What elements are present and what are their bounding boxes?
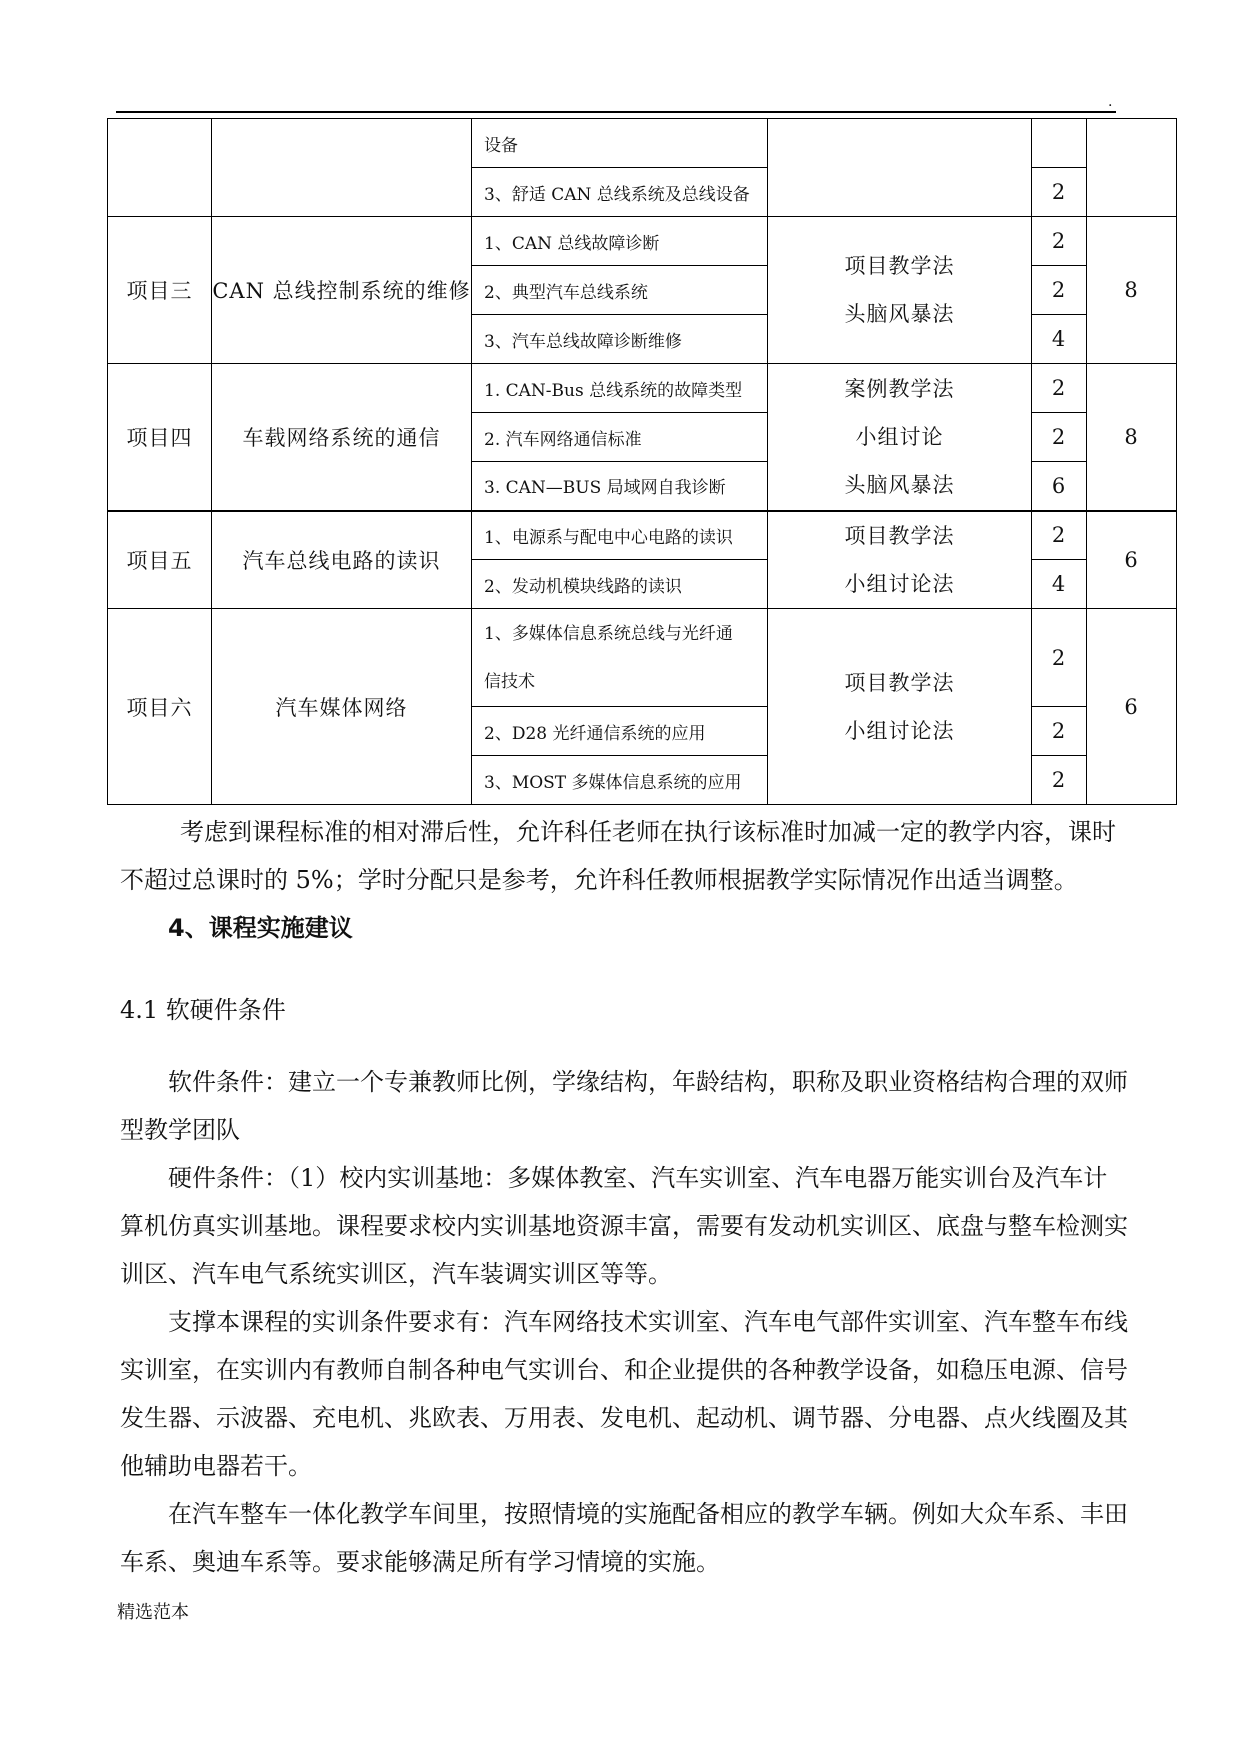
task-cell: 3、舒适 CAN 总线系统及总线设备 — [472, 168, 768, 217]
course-schedule-table — [107, 118, 1177, 805]
total-cell: 8 — [1087, 364, 1177, 511]
method-cell — [768, 511, 1032, 609]
task-cell: 3、MOST 多媒体信息系统的应用 — [472, 756, 768, 805]
project-cell: 项目六 — [108, 609, 212, 805]
support-text: 支撑本课程的实训条件要求有：汽车网络技术实训室、汽车电气部件实训室、汽车整车布线实训室，在实训内有教师自制各种电气实训台、和企业提供的各种教学设备，如稳压电源、信号发生器、示波器、充电机、兆欧表、万用表、发电机、起动机、调节器、分电器、点火线圈及其他辅助电器若干。 — [120, 1308, 1128, 1480]
hours-cell — [1032, 119, 1087, 168]
method-cell — [768, 609, 1032, 805]
hardware-text: 硬件条件：（1）校内实训基地：多媒体教室、汽车实训室、汽车电器万能实训台及汽车计算机仿真实训基地。课程要求校内实训基地资源丰富，需要有发动机实训区、底盘与整车检测实训区、汽车电气系统实训区，汽车装调实训区等等。 — [120, 1164, 1128, 1288]
header-mark: . — [1108, 94, 1113, 110]
hours-cell: 2 — [1032, 266, 1087, 315]
note-paragraph — [120, 808, 1130, 904]
project-title-cell: 汽车总线电路的读识 — [212, 511, 472, 609]
task-cell: 2. 汽车网络通信标准 — [472, 413, 768, 462]
task-cell: 2、典型汽车总线系统 — [472, 266, 768, 315]
task-cell: 设备 — [472, 119, 768, 168]
hours-cell: 2 — [1032, 511, 1087, 560]
project-cell: 项目四 — [108, 364, 212, 511]
method-line: 项目教学法 — [844, 523, 955, 548]
method-line: 头脑风暴法 — [844, 302, 955, 326]
task-cell — [472, 609, 768, 707]
task-cell: 2、D28 光纤通信系统的应用 — [472, 707, 768, 756]
table-row — [108, 364, 1177, 413]
task-cell: 3、汽车总线故障诊断维修 — [472, 315, 768, 364]
hours-cell: 2 — [1032, 707, 1087, 756]
vehicles-text: 在汽车整车一体化教学车间里，按照情境的实施配备相应的教学车辆。例如大众车系、丰田车系、奥迪车系等。要求能够满足所有学习情境的实施。 — [120, 1500, 1128, 1576]
software-text: 软件条件：建立一个专兼教师比例，学缘结构，年龄结构，职称及职业资格结构合理的双师型教学团队 — [120, 1068, 1128, 1144]
total-cell: 6 — [1087, 511, 1177, 609]
project-title-cell — [212, 119, 472, 217]
header-rule — [116, 111, 1116, 113]
total-cell: 6 — [1087, 609, 1177, 805]
method-line: 案例教学法 — [844, 376, 955, 401]
note-text: 考虑到课程标准的相对滞后性，允许科任老师在执行该标准时加减一定的教学内容，课时不超过总课时的 5%；学时分配只是参考，允许科任教师根据教学实际情况作出适当调整。 — [120, 818, 1116, 894]
total-cell — [1087, 119, 1177, 217]
hours-cell: 2 — [1032, 413, 1087, 462]
method-line: 项目教学法 — [844, 254, 955, 278]
total-cell: 8 — [1087, 217, 1177, 364]
hours-cell: 6 — [1032, 462, 1087, 511]
project-title-cell: 汽车媒体网络 — [212, 609, 472, 805]
project-cell: 项目三 — [108, 217, 212, 364]
hardware-paragraph — [120, 1154, 1130, 1298]
project-title-cell: 车载网络系统的通信 — [212, 364, 472, 511]
method-cell — [768, 119, 1032, 217]
task-line: 1、多媒体信息系统总线与光纤通 — [484, 623, 733, 644]
hours-cell: 2 — [1032, 609, 1087, 707]
table-row — [108, 511, 1177, 560]
project-title-cell: CAN 总线控制系统的维修 — [212, 217, 472, 364]
subsection-heading: 4.1 软硬件条件 — [120, 996, 286, 1024]
hours-cell: 4 — [1032, 560, 1087, 609]
project-cell: 项目五 — [108, 511, 212, 609]
task-cell: 3. CAN—BUS 局域网自我诊断 — [472, 462, 768, 511]
vehicles-paragraph — [120, 1490, 1130, 1586]
task-line: 信技术 — [484, 671, 535, 692]
hours-cell: 2 — [1032, 168, 1087, 217]
support-paragraph — [120, 1298, 1130, 1490]
task-cell: 2、发动机模块线路的读识 — [472, 560, 768, 609]
method-line: 小组讨论 — [855, 424, 944, 449]
section-heading: 4、课程实施建议 — [168, 914, 353, 942]
project-cell — [108, 119, 212, 217]
hours-cell: 2 — [1032, 364, 1087, 413]
method-line: 项目教学法 — [844, 670, 955, 695]
footer-label: 精选范本 — [117, 1602, 189, 1623]
task-cell: 1、CAN 总线故障诊断 — [472, 217, 768, 266]
task-cell: 1. CAN-Bus 总线系统的故障类型 — [472, 364, 768, 413]
table-row — [108, 119, 1177, 168]
method-cell — [768, 217, 1032, 364]
hours-cell: 2 — [1032, 217, 1087, 266]
method-line: 小组讨论法 — [844, 718, 955, 743]
hours-cell: 4 — [1032, 315, 1087, 364]
method-line: 头脑风暴法 — [844, 472, 955, 497]
method-line: 小组讨论法 — [844, 571, 955, 596]
task-cell: 1、电源系与配电中心电路的读识 — [472, 511, 768, 560]
method-cell — [768, 364, 1032, 511]
table-row — [108, 609, 1177, 707]
table-row — [108, 217, 1177, 266]
hours-cell: 2 — [1032, 756, 1087, 805]
software-paragraph — [120, 1058, 1130, 1154]
